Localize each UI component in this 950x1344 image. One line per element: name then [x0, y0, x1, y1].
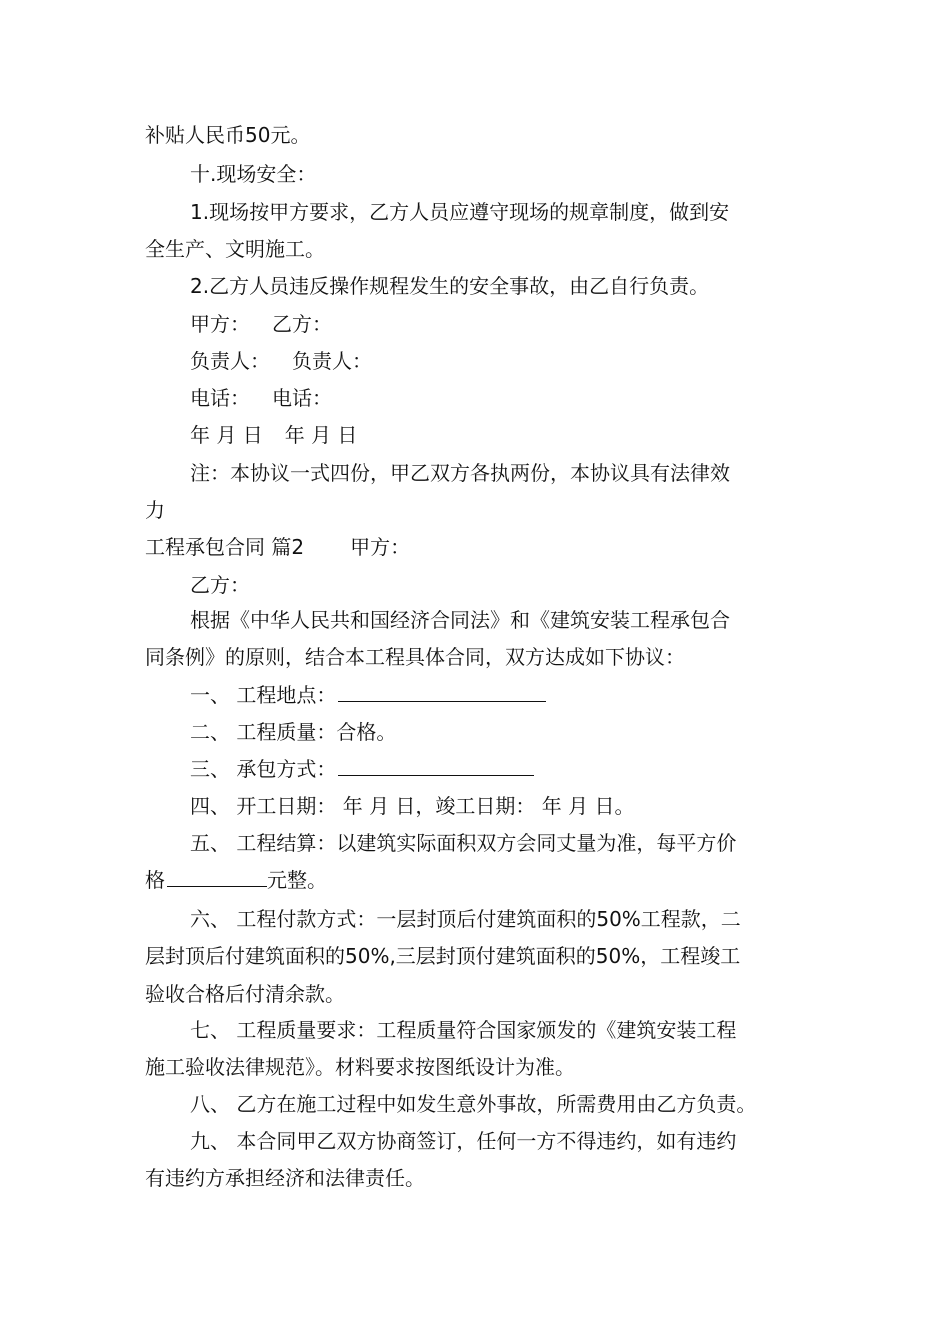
- section-heading: 十.现场安全：: [190, 162, 317, 186]
- date-a-label: 年 月 日: [190, 423, 263, 447]
- phone-a-label: 电话：: [190, 386, 250, 410]
- contract-title-line: [145, 533, 410, 561]
- clause-accident: 八、 乙方在施工过程中如发生意外事故，所需费用由乙方负责。: [190, 1092, 757, 1116]
- clause-breach-cont: 有违约方承担经济和法律责任。: [145, 1166, 425, 1190]
- text-line: 同条例》的原则，结合本工程具体合同，双方达成如下协议：: [145, 645, 685, 669]
- clause-quality-req-cont: 施工验收法律规范》。材料要求按图纸设计为准。: [145, 1055, 575, 1079]
- fill-in-blank: [338, 755, 534, 776]
- clause-contract-method: [190, 755, 534, 783]
- note-line: 注：本协议一式四份，甲乙双方各执两份，本协议具有法律效: [190, 461, 730, 485]
- clause-text: 元整。: [267, 868, 327, 892]
- clause-payment: 六、 工程付款方式：一层封顶后付建筑面积的50%工程款，二: [190, 907, 741, 931]
- text-line: 1.现场按甲方要求，乙方人员应遵守现场的规章制度，做到安: [190, 200, 730, 224]
- signature-party-line: [190, 310, 332, 338]
- signature-phone-line: [190, 384, 332, 412]
- responsible-a-label: 负责人：: [190, 349, 270, 373]
- fill-in-blank: [167, 866, 267, 887]
- clause-label: 三、 承包方式：: [190, 757, 337, 781]
- party-b-label: 乙方：: [272, 312, 332, 336]
- party-a-label: 甲方：: [350, 535, 411, 559]
- clause-settlement-cont: [145, 866, 327, 894]
- text-line: 2.乙方人员违反操作规程发生的安全事故，由乙自行负责。: [190, 274, 710, 298]
- clause-dates: 四、 开工日期： 年 月 日，竣工日期： 年 月 日。: [190, 794, 635, 818]
- clause-location: [190, 681, 546, 709]
- text-line: 全生产、文明施工。: [145, 237, 325, 261]
- contract-title: 工程承包合同 篇2: [145, 535, 305, 559]
- party-b-line: 乙方：: [190, 573, 250, 597]
- note-line: 力: [145, 498, 165, 522]
- phone-b-label: 电话：: [272, 386, 332, 410]
- clause-quality-req: 七、 工程质量要求：工程质量符合国家颁发的《建筑安装工程: [190, 1018, 737, 1042]
- clause-settlement: 五、 工程结算：以建筑实际面积双方会同丈量为准，每平方价: [190, 831, 737, 855]
- signature-date-line: [190, 421, 357, 449]
- signature-responsible-line: [190, 347, 372, 375]
- clause-payment-cont: 验收合格后付清余款。: [145, 982, 345, 1006]
- party-a-label: 甲方：: [190, 312, 250, 336]
- date-b-label: 年 月 日: [284, 423, 358, 447]
- text-line: 补贴人民币50元。: [145, 123, 311, 147]
- clause-text: 格: [145, 868, 165, 892]
- responsible-b-label: 负责人：: [292, 349, 372, 373]
- clause-quality: 二、 工程质量：合格。: [190, 720, 397, 744]
- text-line: 根据《中华人民共和国经济合同法》和《建筑安装工程承包合: [190, 608, 730, 632]
- clause-label: 一、 工程地点：: [190, 683, 337, 707]
- fill-in-blank: [338, 681, 546, 702]
- clause-payment-cont: 层封顶后付建筑面积的50%,三层封顶付建筑面积的50%，工程竣工: [145, 944, 741, 968]
- clause-breach: 九、 本合同甲乙双方协商签订，任何一方不得违约，如有违约: [190, 1129, 737, 1153]
